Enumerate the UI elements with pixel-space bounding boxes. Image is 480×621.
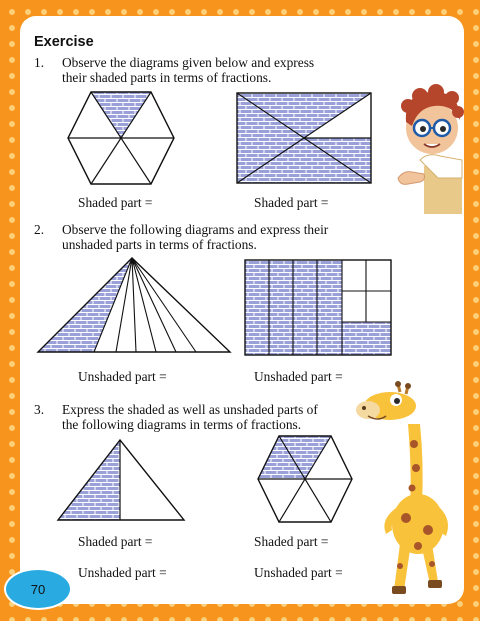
q3-unshaded-label-a: Unshaded part = (78, 565, 167, 580)
q2-text-line1: Observe the following diagrams and express their (62, 222, 329, 237)
q3-number: 3. (34, 402, 45, 417)
q3-shaded-label-a: Shaded part = (78, 534, 153, 549)
q3-text-line2: the following diagrams in terms of fractions. (62, 417, 302, 432)
q2-unshaded-label-a: Unshaded part = (78, 369, 167, 384)
q2-triangle-diagram (36, 256, 232, 354)
q3-triangle-diagram (56, 438, 186, 522)
q1-shaded-label-a: Shaded part = (78, 195, 153, 210)
q1-hexagon-diagram (66, 90, 176, 186)
q2-grid-diagram (245, 260, 391, 355)
q3-shaded-label-b: Shaded part = (254, 534, 329, 549)
q1-shaded-label-b: Shaded part = (254, 195, 329, 210)
q3-hexagon-diagram (256, 434, 354, 524)
q1-text-line1: Observe the diagrams given below and express (62, 55, 315, 70)
q2-number: 2. (34, 222, 45, 237)
q1-text-line2: their shaded parts in terms of fractions. (62, 70, 272, 85)
exercise-heading: Exercise (34, 34, 94, 50)
q3-text-line1: Express the shaded as well as unshaded parts of (62, 402, 318, 417)
page-number-badge: 70 (6, 570, 70, 608)
q3-unshaded-label-b: Unshaded part = (254, 565, 343, 580)
q1-number: 1. (34, 55, 45, 70)
q2-text-line2: unshaded parts in terms of fractions. (62, 237, 257, 252)
boy-illustration (398, 86, 462, 214)
giraffe-illustration (356, 384, 456, 596)
q2-unshaded-label-b: Unshaded part = (254, 369, 343, 384)
q1-rectangle-diagram (237, 93, 371, 183)
